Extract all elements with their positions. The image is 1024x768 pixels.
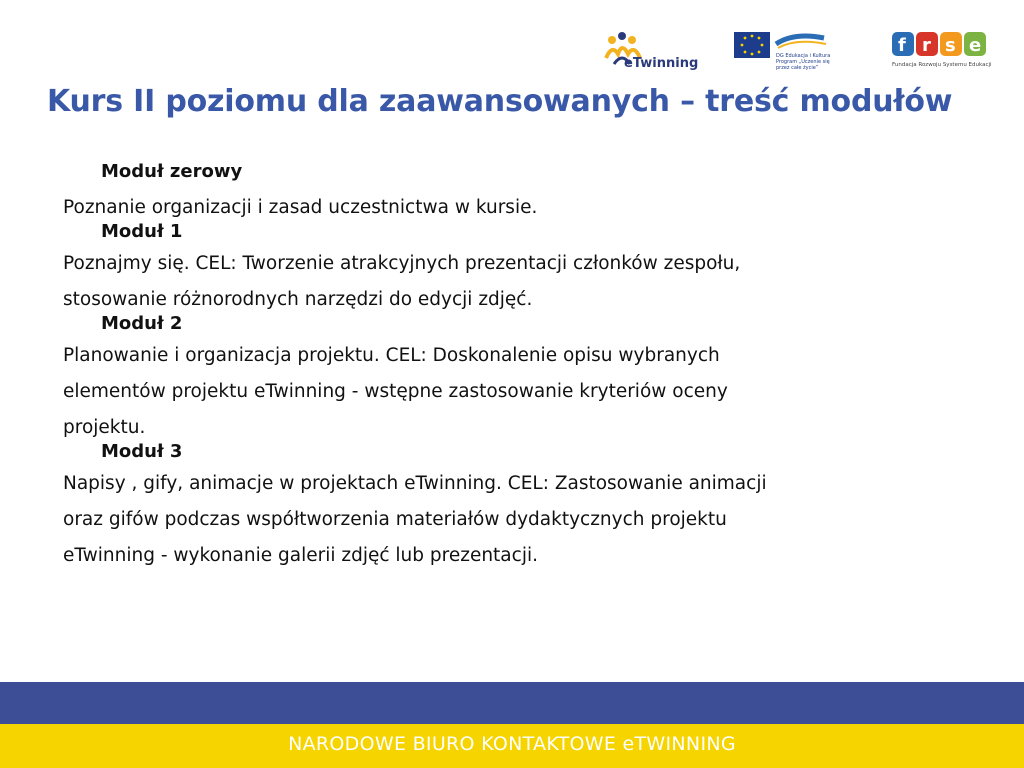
svg-text:s: s <box>945 35 956 56</box>
module-zero <box>63 158 963 226</box>
module-heading: Moduł 1 <box>101 221 183 242</box>
module-heading: Moduł zerowy <box>101 161 243 182</box>
frse-logo-text: Fundacja Rozwoju Systemu Edukacji <box>892 62 992 68</box>
module-heading: Moduł 3 <box>101 441 183 462</box>
module-description-line: eTwinning - wykonanie galerii zdjęć lub prezentacji. <box>63 545 538 566</box>
module-1 <box>63 218 963 318</box>
module-2 <box>63 310 963 446</box>
eu-llp-logo-text: DG Edukacja i Kultura Program „Uczenie się przez całe życie” <box>776 53 831 71</box>
footer-text: NARODOWE BIURO KONTAKTOWE eTWINNING <box>288 733 736 755</box>
etwinning-logo-text: eTwinning <box>624 56 699 71</box>
eu-llp-logo <box>734 28 830 74</box>
footer-blue-band <box>0 682 1024 724</box>
module-description-line: oraz gifów podczas współtworzenia materiałów dydaktycznych projektu <box>63 509 727 530</box>
module-3 <box>63 438 963 574</box>
module-description-line: Planowanie i organizacja projektu. CEL: Doskonalenie opisu wybranych <box>63 345 720 366</box>
svg-text:f: f <box>898 35 906 56</box>
module-heading: Moduł 2 <box>101 313 183 334</box>
module-description-line: projektu. <box>63 417 146 438</box>
frse-logo <box>892 28 992 74</box>
module-description-line: Napisy , gify, animacje w projektach eTwinning. CEL: Zastosowanie animacji <box>63 473 767 494</box>
module-description-line: Poznajmy się. CEL: Tworzenie atrakcyjnych prezentacji członków zespołu, <box>63 253 741 274</box>
module-description-line: elementów projektu eTwinning - wstępne zastosowanie kryteriów oceny <box>63 381 728 402</box>
svg-text:r: r <box>922 35 931 56</box>
etwinning-logo <box>600 28 720 76</box>
slide-title: Kurs II poziomu dla zaawansowanych – treść modułów <box>47 84 953 119</box>
module-list <box>63 158 963 574</box>
module-description-line: stosowanie różnorodnych narzędzi do edycji zdjęć. <box>63 289 533 310</box>
svg-text:e: e <box>969 35 982 56</box>
frse-letters-icon <box>892 28 988 60</box>
module-description-line: Poznanie organizacji i zasad uczestnictwa w kursie. <box>63 197 538 218</box>
